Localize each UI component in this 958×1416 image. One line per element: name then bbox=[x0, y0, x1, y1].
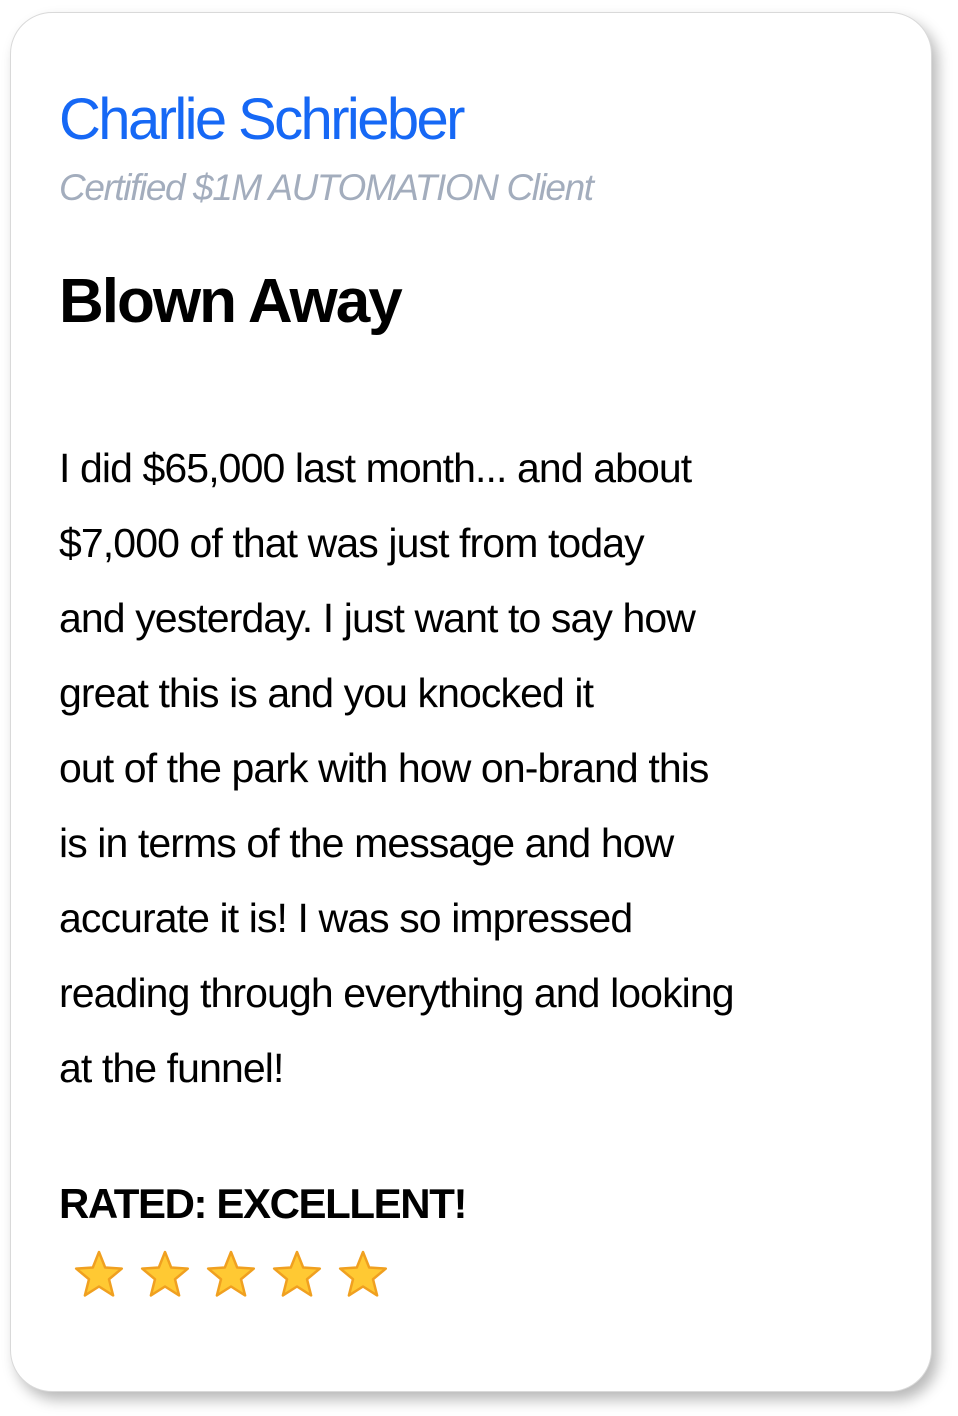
review-line: out of the park with how on-brand this bbox=[59, 745, 709, 791]
star-icon bbox=[73, 1249, 125, 1301]
reviewer-name: Charlie Schrieber bbox=[59, 87, 463, 152]
review-line: $7,000 of that was just from today bbox=[59, 520, 644, 566]
rating-label: RATED: EXCELLENT! bbox=[59, 1180, 467, 1227]
review-line: at the funnel! bbox=[59, 1045, 284, 1091]
review-line: accurate it is! I was so impressed bbox=[59, 895, 633, 941]
review-line: great this is and you knocked it bbox=[59, 670, 594, 716]
review-line: I did $65,000 last month... and about bbox=[59, 445, 692, 491]
star-icon bbox=[271, 1249, 323, 1301]
star-rating bbox=[73, 1249, 389, 1301]
review-body bbox=[59, 431, 899, 1106]
star-icon bbox=[139, 1249, 191, 1301]
star-icon bbox=[337, 1249, 389, 1301]
review-line: is in terms of the message and how bbox=[59, 820, 674, 866]
review-line: reading through everything and looking bbox=[59, 970, 734, 1016]
reviewer-subtitle: Certified $1M AUTOMATION Client bbox=[59, 167, 593, 208]
testimonial-card bbox=[10, 12, 932, 1392]
review-headline: Blown Away bbox=[59, 267, 401, 336]
review-line: and yesterday. I just want to say how bbox=[59, 595, 695, 641]
star-icon bbox=[205, 1249, 257, 1301]
